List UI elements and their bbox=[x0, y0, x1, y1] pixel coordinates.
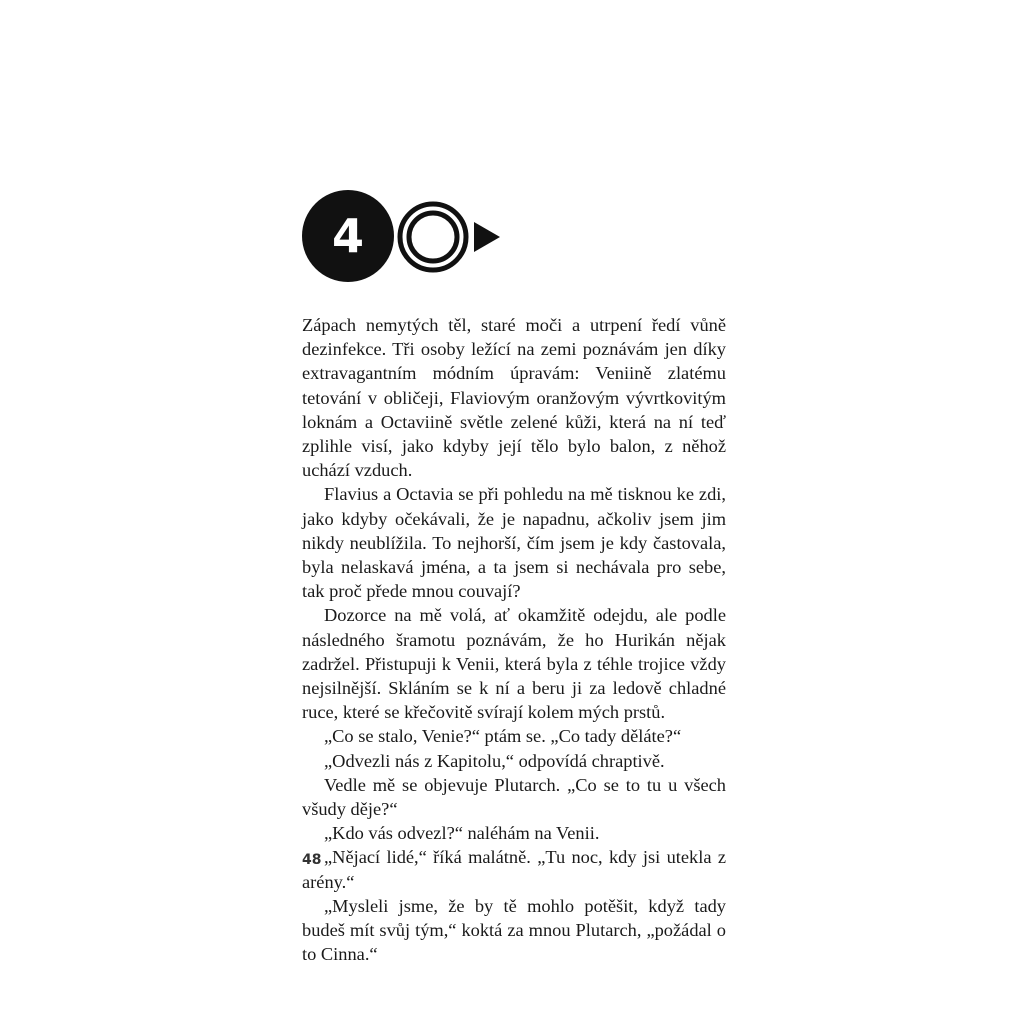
paragraph: Dozorce na mě volá, ať okamžitě odejdu, ale podle následného šramotu poznávám, že ho Hurikán nějak zadržel. Přistupuji k Venii, která byla z téhle trojice vždy nejsilnější. Skláním se k ní a beru ji za ledově chladné ruce, které se křečovitě svírají kolem mých prstů. bbox=[302, 605, 726, 723]
page-number: 48 bbox=[302, 852, 322, 868]
paragraph: Flavius a Octavia se při pohledu na mě tisknou ke zdi, jako kdyby očekávali, že je napadnu, ačkoliv jsem jim nikdy neublížila. To nejhorší, čím jsem je kdy častovala, byla nelaskavá jména, a ta jsem si nechávala pro sebe, tak proč přede mnou couvají? bbox=[302, 484, 726, 602]
paragraph: „Nějací lidé,“ říká malátně. „Tu noc, kdy jsi utekla z arény.“ bbox=[302, 847, 726, 892]
paragraph: Zápach nemytých těl, staré moči a utrpení ředí vůně dezinfekce. Tři osoby ležící na zemi poznávám jen díky extravagantním módním úpravám: Veniině zlatému tetování v obličeji, Flaviovým oranžovým vývrtkovitým loknám a Octaviině světle zelené kůži, která na ní teď zplihle visí, jako kdyby její tělo bylo balon, z něhož uchází vzduch. bbox=[302, 315, 726, 481]
concentric-rings-play-icon bbox=[396, 200, 508, 274]
chapter-header bbox=[302, 190, 522, 290]
paragraph: „Odvezli nás z Kapitolu,“ odpovídá chraptivě. bbox=[324, 750, 665, 771]
paragraph: „Mysleli jsme, že by tě mohlo potěšit, když tady budeš mít svůj tým,“ koktá za mnou Plutarch, „požádal o to Cinna.“ bbox=[302, 895, 726, 965]
chapter-number: 4 bbox=[331, 209, 364, 263]
chapter-number-badge bbox=[302, 190, 394, 282]
chapter-body-text bbox=[302, 313, 726, 966]
paragraph: Vedle mě se objevuje Plutarch. „Co se to tu u všech všudy děje?“ bbox=[302, 774, 726, 820]
paragraph: „Co se stalo, Venie?“ ptám se. „Co tady děláte?“ bbox=[324, 726, 682, 747]
paragraph: „Kdo vás odvezl?“ naléhám na Venii. bbox=[324, 823, 600, 844]
